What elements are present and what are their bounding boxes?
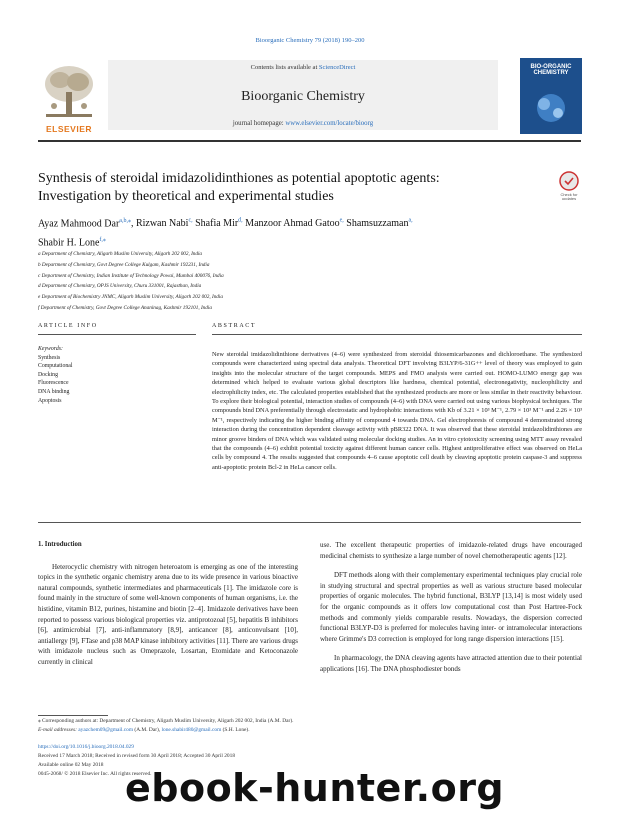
journal-homepage — [108, 120, 498, 127]
email-owner: (A.M. Dar), — [133, 727, 162, 733]
affiliation-item: d Department of Chemistry, OPJS University, Churu 331001, Rajasthan, India — [38, 283, 202, 290]
keyword-item: Docking — [38, 371, 58, 378]
available-online: Available online 02 May 2018 — [38, 762, 104, 768]
watermark-text: ebook-hunter.org — [125, 766, 505, 810]
affiliations-list — [38, 249, 438, 314]
affiliation-item: a Department of Chemistry, Aligarh Muslim University, Aligarh 202 002, India — [38, 251, 203, 257]
copyright: 0045-2068/ © 2018 Elsevier Inc. All rights reserved. — [38, 771, 152, 777]
publisher-name: ELSEVIER — [45, 124, 93, 134]
article-info-heading: ARTICLE INFO — [38, 323, 98, 329]
author-affiliation-marker[interactable]: a,b,⁎ — [119, 218, 131, 224]
cover-title: BIO-ORGANIC CHEMISTRY — [530, 64, 572, 77]
keyword-item: Synthesis — [38, 354, 61, 361]
svg-text:updates: updates — [561, 196, 577, 200]
affiliation-item: c Department of Chemistry, Indian Institute of Technology Powai, Mumbai 400076, India — [38, 272, 224, 279]
body-paragraph: DFT methods along with their complementary experimental techniques play crucial role in studying structural and spectral properties as well as various structure based molecular properties of organic molecules. The hybrid functional, B3LYP [13,14] is most widely used for the organic compounds as it offers low computational cost than Post Hartree-Fock methods and commonly yields comparable results. Nowadays, the dispersion corrected functional B3LYP-D3 is preferred for molecules having inter- or intramolecular interactions where Grimme's D3 correction is employed for long range dispersion interactions [15]. — [320, 571, 582, 643]
contents-prefix: Contents lists available at — [250, 64, 319, 71]
author-affiliation-marker[interactable]: f,⁎ — [99, 237, 106, 244]
doi-link[interactable]: https://doi.org/10.1016/j.bioorg.2018.04.029 — [38, 744, 134, 750]
affiliation-item: f Department of Chemistry, Govt Degree College Ananinag, Kashmir 192101, India — [38, 304, 212, 311]
body-paragraph: use. The excellent therapeutic properties of imidazole-related drugs have encouraged medicinal chemists to synthesize a large number of novel chemotherapeutic agents [12]. — [320, 541, 582, 560]
email-link[interactable]: lone.shabir480@gmail.com — [161, 727, 222, 733]
body-paragraph: In pharmacology, the DNA cleaving agents have attracted attention due to their potential applications [16]. The DNA phosphodiester bonds — [320, 654, 582, 673]
keywords-label: Keywords: — [38, 346, 63, 352]
email-link[interactable]: ayazchem09@gmail.com — [78, 727, 134, 733]
section-heading: 1. Introduction — [38, 541, 82, 548]
corresponding-author-note: ⁎ Corresponding authors at: Department of Chemistry, Aligarh Muslim University, Aligarh 202 002, India (A.M. Dar). — [38, 718, 294, 724]
keyword-item: Fluorescence — [38, 380, 69, 387]
contents-line — [108, 64, 498, 71]
received-dates: Received 17 March 2018; Received in revised form 30 April 2018; Accepted 30 April 2018 — [38, 753, 236, 759]
divider — [38, 522, 581, 523]
body-paragraph: Heterocyclic chemistry with nitrogen heteroatom is emerging as one of the interesting topics in the synthetic organic chemistry arena due to its wide presence in various bioactive natural compounds, synthetic intermediates and pharmaceuticals [1]. The imidazole core is found mainly in the structure of some well-known components of human organisms, i.e. the histidine, vitamin B12, purines, histamine and biotin [2–4]. Imidazole derivatives have been reported to possess various biological properties viz. antiprotozoal [5], hepatitis B inhibitors [6], antimicrobial [7], anti-inflammatory [8,9], anticancer [8], anticonvulsant [10], antiallergy [9], FTase and p38 MAP kinase inhibitory activities [11]. There are various drugs with imidazole nucleus such as Omeprazole, Losartan, Etomidate and Ketoconazole currently in clinical — [38, 562, 298, 666]
keyword-item: DNA binding — [38, 388, 70, 395]
journal-reference[interactable]: Bioorganic Chemistry 79 (2018) 190–200 — [255, 37, 365, 44]
abstract-heading: ABSTRACT — [212, 323, 257, 329]
homepage-link[interactable]: www.elsevier.com/locate/bioorg — [285, 120, 374, 127]
keyword-item: Apoptosis — [38, 397, 62, 404]
author-name: Ayaz Mahmood Dar — [38, 218, 120, 230]
journal-name: Bioorganic Chemistry — [241, 89, 365, 104]
header-rule — [38, 140, 581, 142]
author-affiliation-marker[interactable]: a, — [408, 218, 413, 224]
homepage-prefix: journal homepage: — [232, 120, 286, 127]
affiliation-item: e Department of Biochemistry JNMC, Aligarh Muslim University, Aligarh 202 002, India — [38, 294, 223, 301]
email-label: E-mail addresses: — [38, 727, 79, 733]
email-addresses — [38, 726, 583, 735]
body-column-left — [38, 540, 298, 677]
divider — [38, 334, 196, 335]
abstract-text: New steroidal imidazolidinthione derivatives (4–6) were synthesized from steroidal thiosemicarbazones and dichloroethane. The synthesized compounds were characterized using spectral data analysis. Theoretical DFT involving B3LYP/6-31G++ level of theory was employed to gain insights into the molecular structure of the target compounds. MEPS and FMO analysis were carried out. HOMO-LUMO energy gap was determined which helped to evaluate various global descriptors like hardness, chemical potential, electronegativity, nucleophilicity and electrophilicity index, etc. The calculated properties established that the synthesized products are more or less similar in their reactivity behaviour. To explore their biological potential, interaction studies of compounds (4–6) with DNA were carried out using various biophysical techniques. The compounds bind DNA preferentially through electrostatic and hydrophobic interactions with Kb of 3.21 × 10³ M⁻¹, 2.79 × 10³ M⁻¹ and 2.26 × 10³ M⁻¹, respectively indicating the higher binding affinity of compound 4 towards DNA. Gel electrophoresis of compound 4 demonstrated strong interaction during the concentration dependent cleavage activity with pBR322 DNA. It was observed that these steroidal imidazolidinthiones are minor groove binders of DNA which was validated using molecular docking studies. An in vitro cytotoxicity screening using MTT assay revealed that the compounds (4–6) exhibit potential toxicity against different human cancer cells. Highest antiproliferative effect was observed on HeLa cells by compound 4. The results suggested that compounds 4–6 cause apoptotic cell death by cleaving apoptotic protein caspase-3 and suppress anti-apoptotic protein Bcl-2 in HeLa cancer cells. — [212, 351, 582, 471]
check-for-updates-icon[interactable] — [556, 170, 582, 200]
author-affiliation-marker[interactable]: d, — [238, 218, 243, 224]
svg-text:Check for: Check for — [560, 192, 578, 197]
email-owner: (S.H. Lone). — [221, 727, 250, 733]
sciencedirect-link[interactable]: ScienceDirect — [318, 64, 356, 71]
footnote-rule — [38, 715, 108, 716]
author-names-rest: , Rizwan Nabi$^{c,}$ Shafia Mir$^{d,}$ Manzoor Ahmad Gatoo$^{e,}$ Shamsuzzaman$^{a,}$ — [130, 218, 413, 230]
article-title: Synthesis of steroidal imidazolidinthiones as potential apoptotic agents: Investigation by theoretical and experimental studies — [38, 171, 440, 204]
author-affiliation-marker[interactable]: c, — [188, 218, 193, 224]
affiliation-item: b Department of Chemistry, Govt Degree College Kulgam, Kashmir 192231, India — [38, 261, 210, 268]
keyword-item: Computational — [38, 363, 73, 370]
body-column-right — [320, 540, 582, 684]
divider — [212, 334, 582, 335]
author-name: Shabir H. Lone — [38, 237, 100, 249]
author-list — [38, 213, 558, 252]
keywords-block — [38, 345, 188, 405]
author-affiliation-marker[interactable]: e, — [339, 218, 344, 224]
